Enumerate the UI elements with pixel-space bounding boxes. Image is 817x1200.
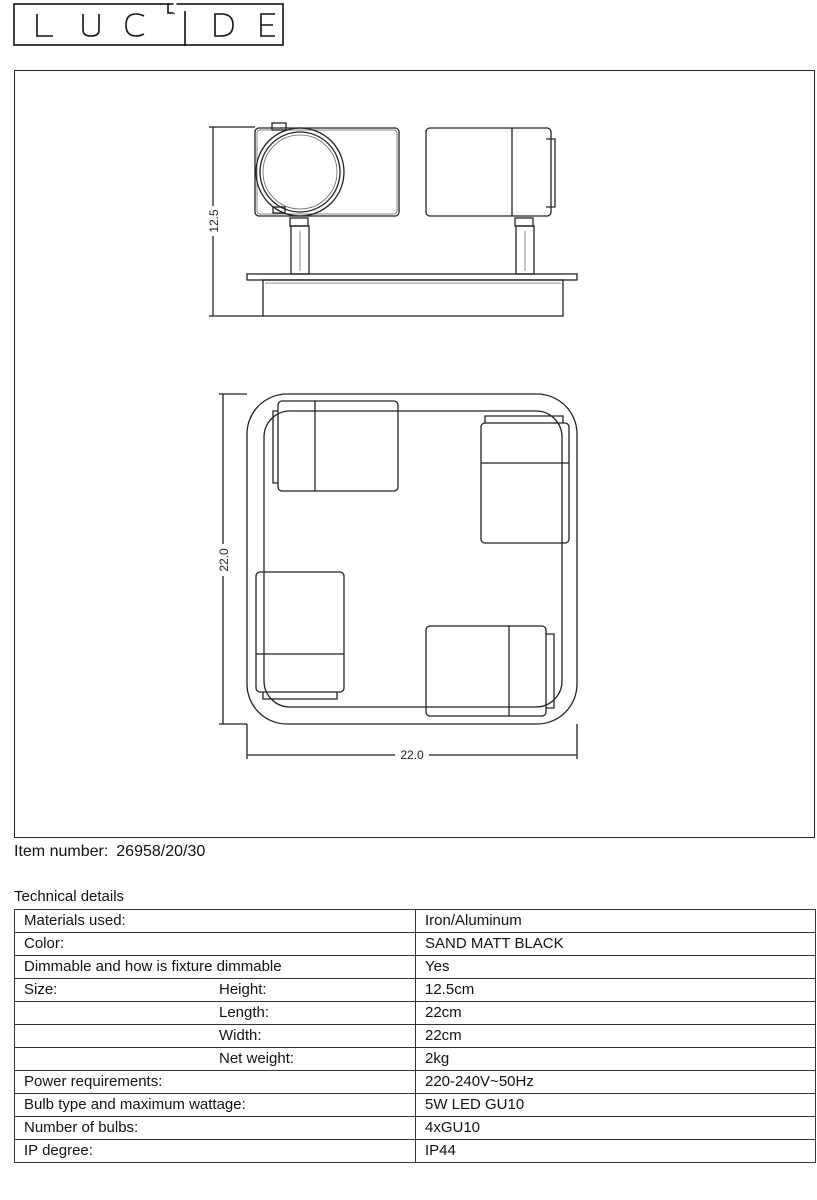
technical-details-title: Technical details — [14, 888, 125, 905]
spec-label: Dimmable and how is fixture dimmable — [15, 956, 416, 979]
spec-value: 4xGU10 — [416, 1117, 816, 1140]
spec-value: SAND MATT BLACK — [416, 933, 816, 956]
item-number-value: 26958/20/30 — [116, 843, 206, 860]
item-number — [14, 843, 205, 861]
spec-value: 2kg — [416, 1048, 816, 1071]
table-row — [15, 910, 816, 933]
table-row — [15, 1117, 816, 1140]
size-label: Size: — [24, 981, 58, 998]
top-view — [219, 394, 577, 759]
spec-value: Iron/Aluminum — [416, 910, 816, 933]
table-row — [15, 979, 816, 1002]
spec-value: 22cm — [416, 1002, 816, 1025]
table-row — [15, 1002, 816, 1025]
spec-label: Power requirements: — [15, 1071, 416, 1094]
table-row — [15, 1094, 816, 1117]
size-sublabel-width: Width: — [219, 1027, 262, 1044]
technical-details-table — [14, 909, 816, 1163]
table-row — [15, 1048, 816, 1071]
spec-label — [15, 1002, 416, 1025]
top-depth-dimension: 22.0 — [217, 548, 231, 572]
spec-value: 5W LED GU10 — [416, 1094, 816, 1117]
table-row — [15, 1140, 816, 1163]
size-sublabel-length: Length: — [219, 1004, 270, 1021]
spec-label — [15, 979, 416, 1002]
spec-label — [15, 1025, 416, 1048]
spec-value: 22cm — [416, 1025, 816, 1048]
top-width-dimension: 22.0 — [400, 748, 424, 762]
spec-label: Number of bulbs: — [15, 1117, 416, 1140]
spec-value: 12.5cm — [416, 979, 816, 1002]
spec-label — [15, 1048, 416, 1071]
brand-logo — [13, 3, 284, 46]
size-sublabel-height: Height: — [219, 981, 267, 998]
side-view — [209, 123, 577, 316]
table-row — [15, 933, 816, 956]
spec-value: Yes — [416, 956, 816, 979]
product-line-drawing — [15, 71, 816, 839]
spec-value: IP44 — [416, 1140, 816, 1163]
table-row — [15, 956, 816, 979]
table-row — [15, 1071, 816, 1094]
spec-label: Materials used: — [15, 910, 416, 933]
lucide-logo-mark — [13, 3, 284, 46]
table-row — [15, 1025, 816, 1048]
spec-label: Bulb type and maximum wattage: — [15, 1094, 416, 1117]
side-height-dimension: 12.5 — [207, 209, 221, 233]
spec-label: Color: — [15, 933, 416, 956]
technical-drawing — [14, 70, 815, 838]
size-sublabel-net-weight: Net weight: — [219, 1050, 295, 1067]
item-number-label: Item number: — [14, 843, 109, 860]
spec-label: IP degree: — [15, 1140, 416, 1163]
spec-value: 220-240V~50Hz — [416, 1071, 816, 1094]
